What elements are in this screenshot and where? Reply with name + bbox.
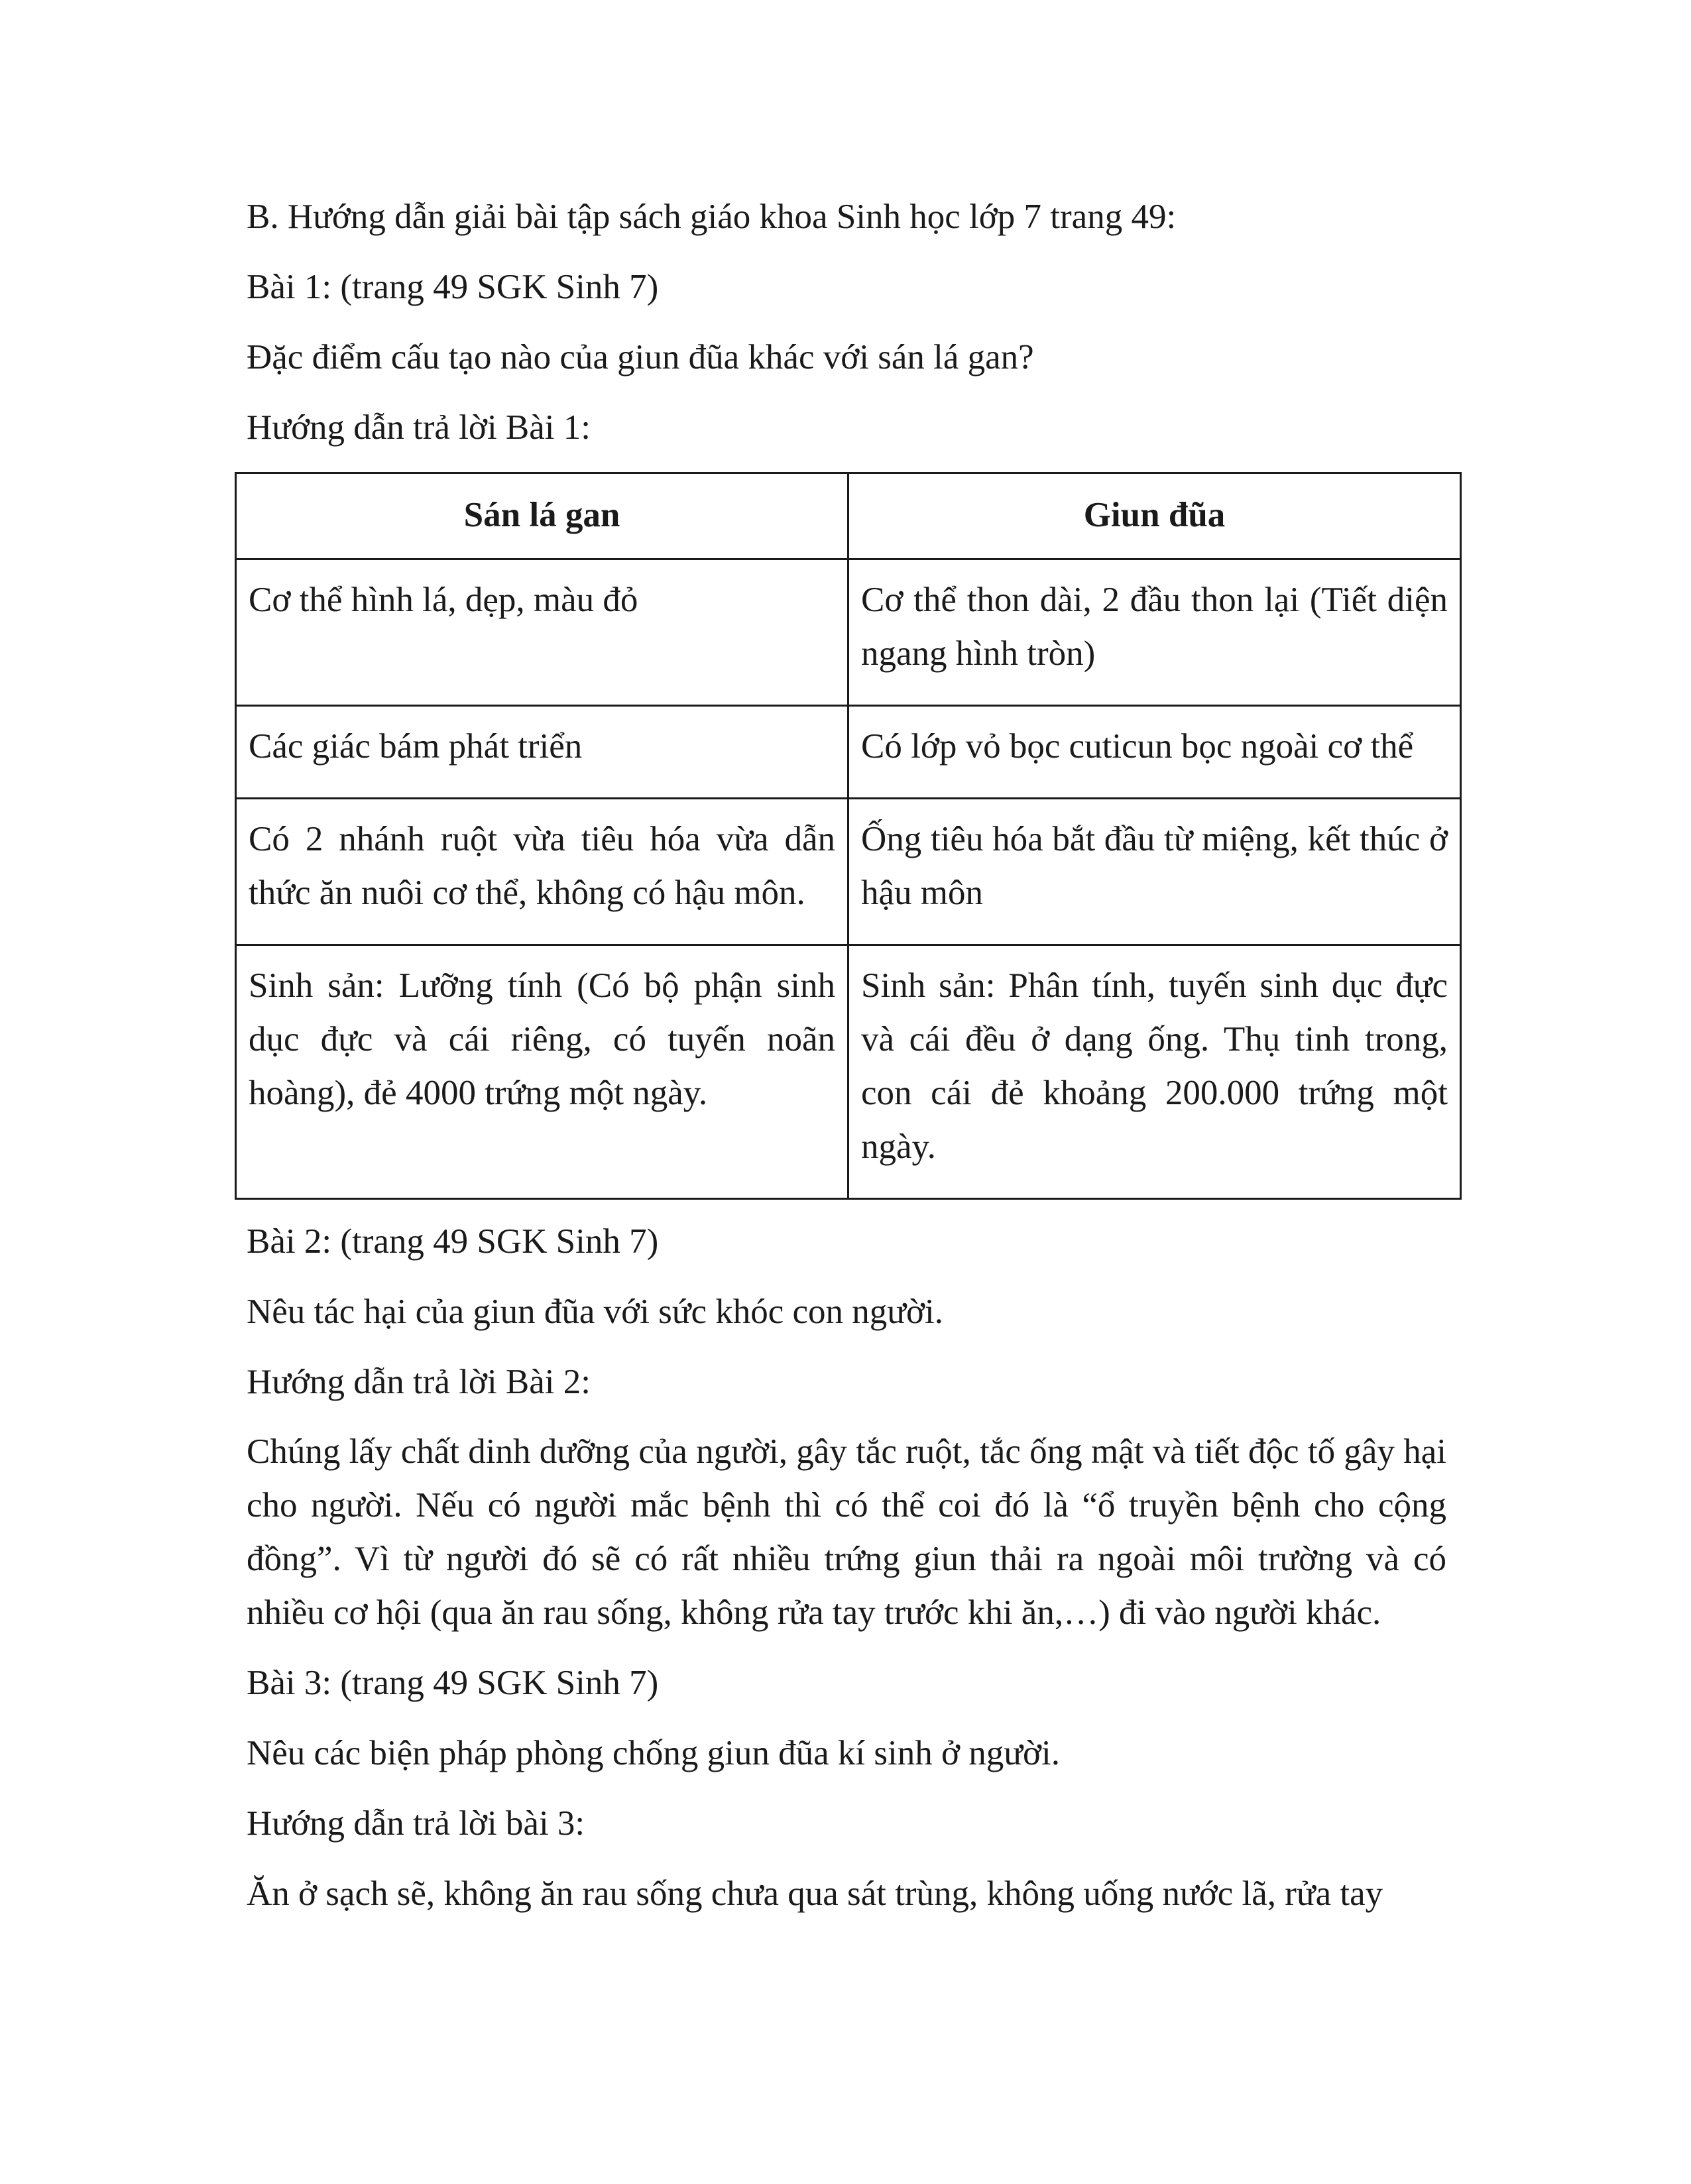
bai3-answer-label: Hướng dẫn trả lời bài 3: bbox=[247, 1804, 585, 1843]
bai2-question: Nêu tác hại của giun đũa với sức khóc con người. bbox=[247, 1293, 944, 1331]
table-cell: Các giác bám phát triển bbox=[236, 706, 848, 799]
table-header-cell: Sán lá gan bbox=[236, 473, 848, 559]
table-row bbox=[236, 706, 1461, 799]
table-row bbox=[236, 945, 1461, 1199]
bai2-answer-label: Hướng dẫn trả lời Bài 2: bbox=[247, 1363, 591, 1401]
bai2-title: Bài 2: (trang 49 SGK Sinh 7) bbox=[247, 1222, 659, 1261]
table-row bbox=[236, 799, 1461, 945]
section-heading: B. Hướng dẫn giải bài tập sách giáo khoa Sinh học lớp 7 trang 49: bbox=[247, 198, 1177, 236]
bai1-question: Đặc điểm cấu tạo nào của giun đũa khác với sán lá gan? bbox=[247, 338, 1034, 376]
bai3-title: Bài 3: (trang 49 SGK Sinh 7) bbox=[247, 1664, 659, 1702]
bai3-question: Nêu các biện pháp phòng chống giun đũa kí sinh ở người. bbox=[247, 1734, 1060, 1772]
table-header-row bbox=[236, 473, 1461, 559]
table-cell: Cơ thể thon dài, 2 đầu thon lại (Tiết diện ngang hình tròn) bbox=[848, 559, 1461, 706]
table-cell: Có 2 nhánh ruột vừa tiêu hóa vừa dẫn thức ăn nuôi cơ thể, không có hậu môn. bbox=[236, 799, 848, 945]
table-cell: Ống tiêu hóa bắt đầu từ miệng, kết thúc ở hậu môn bbox=[848, 799, 1461, 945]
bai2-answer: Chúng lấy chất dinh dưỡng của người, gây tắc ruột, tắc ống mật và tiết độc tố gây hại cho người. Nếu có người mắc bệnh thì có thể coi đó là “ổ truyền bệnh cho cộng đồng”. Vì từ người đó sẽ có rất nhiều trứng giun thải ra ngoài môi trường và có nhiều cơ hội (qua ăn rau sống, không rửa tay trước khi ăn,…) đi vào người khác. bbox=[247, 1432, 1446, 1632]
bai3-answer: Ăn ở sạch sẽ, không ăn rau sống chưa qua sát trùng, không uống nước lã, rửa tay bbox=[247, 1874, 1383, 1913]
bai1-title: Bài 1: (trang 49 SGK Sinh 7) bbox=[247, 268, 659, 306]
table-cell: Sinh sản: Phân tính, tuyến sinh dục đực và cái đều ở dạng ống. Thụ tinh trong, con cái đẻ khoảng 200.000 trứng một ngày. bbox=[848, 945, 1461, 1199]
document-body bbox=[247, 190, 1446, 1937]
comparison-table bbox=[235, 472, 1462, 1200]
table-row bbox=[236, 559, 1461, 706]
table-cell: Có lớp vỏ bọc cuticun bọc ngoài cơ thể bbox=[848, 706, 1461, 799]
bai1-answer-label: Hướng dẫn trả lời Bài 1: bbox=[247, 408, 591, 447]
table-cell: Sinh sản: Lưỡng tính (Có bộ phận sinh dục đực và cái riêng, có tuyến noãn hoàng), đẻ 4000 trứng một ngày. bbox=[236, 945, 848, 1199]
table-cell: Cơ thể hình lá, dẹp, màu đỏ bbox=[236, 559, 848, 706]
table-header-cell: Giun đũa bbox=[848, 473, 1461, 559]
